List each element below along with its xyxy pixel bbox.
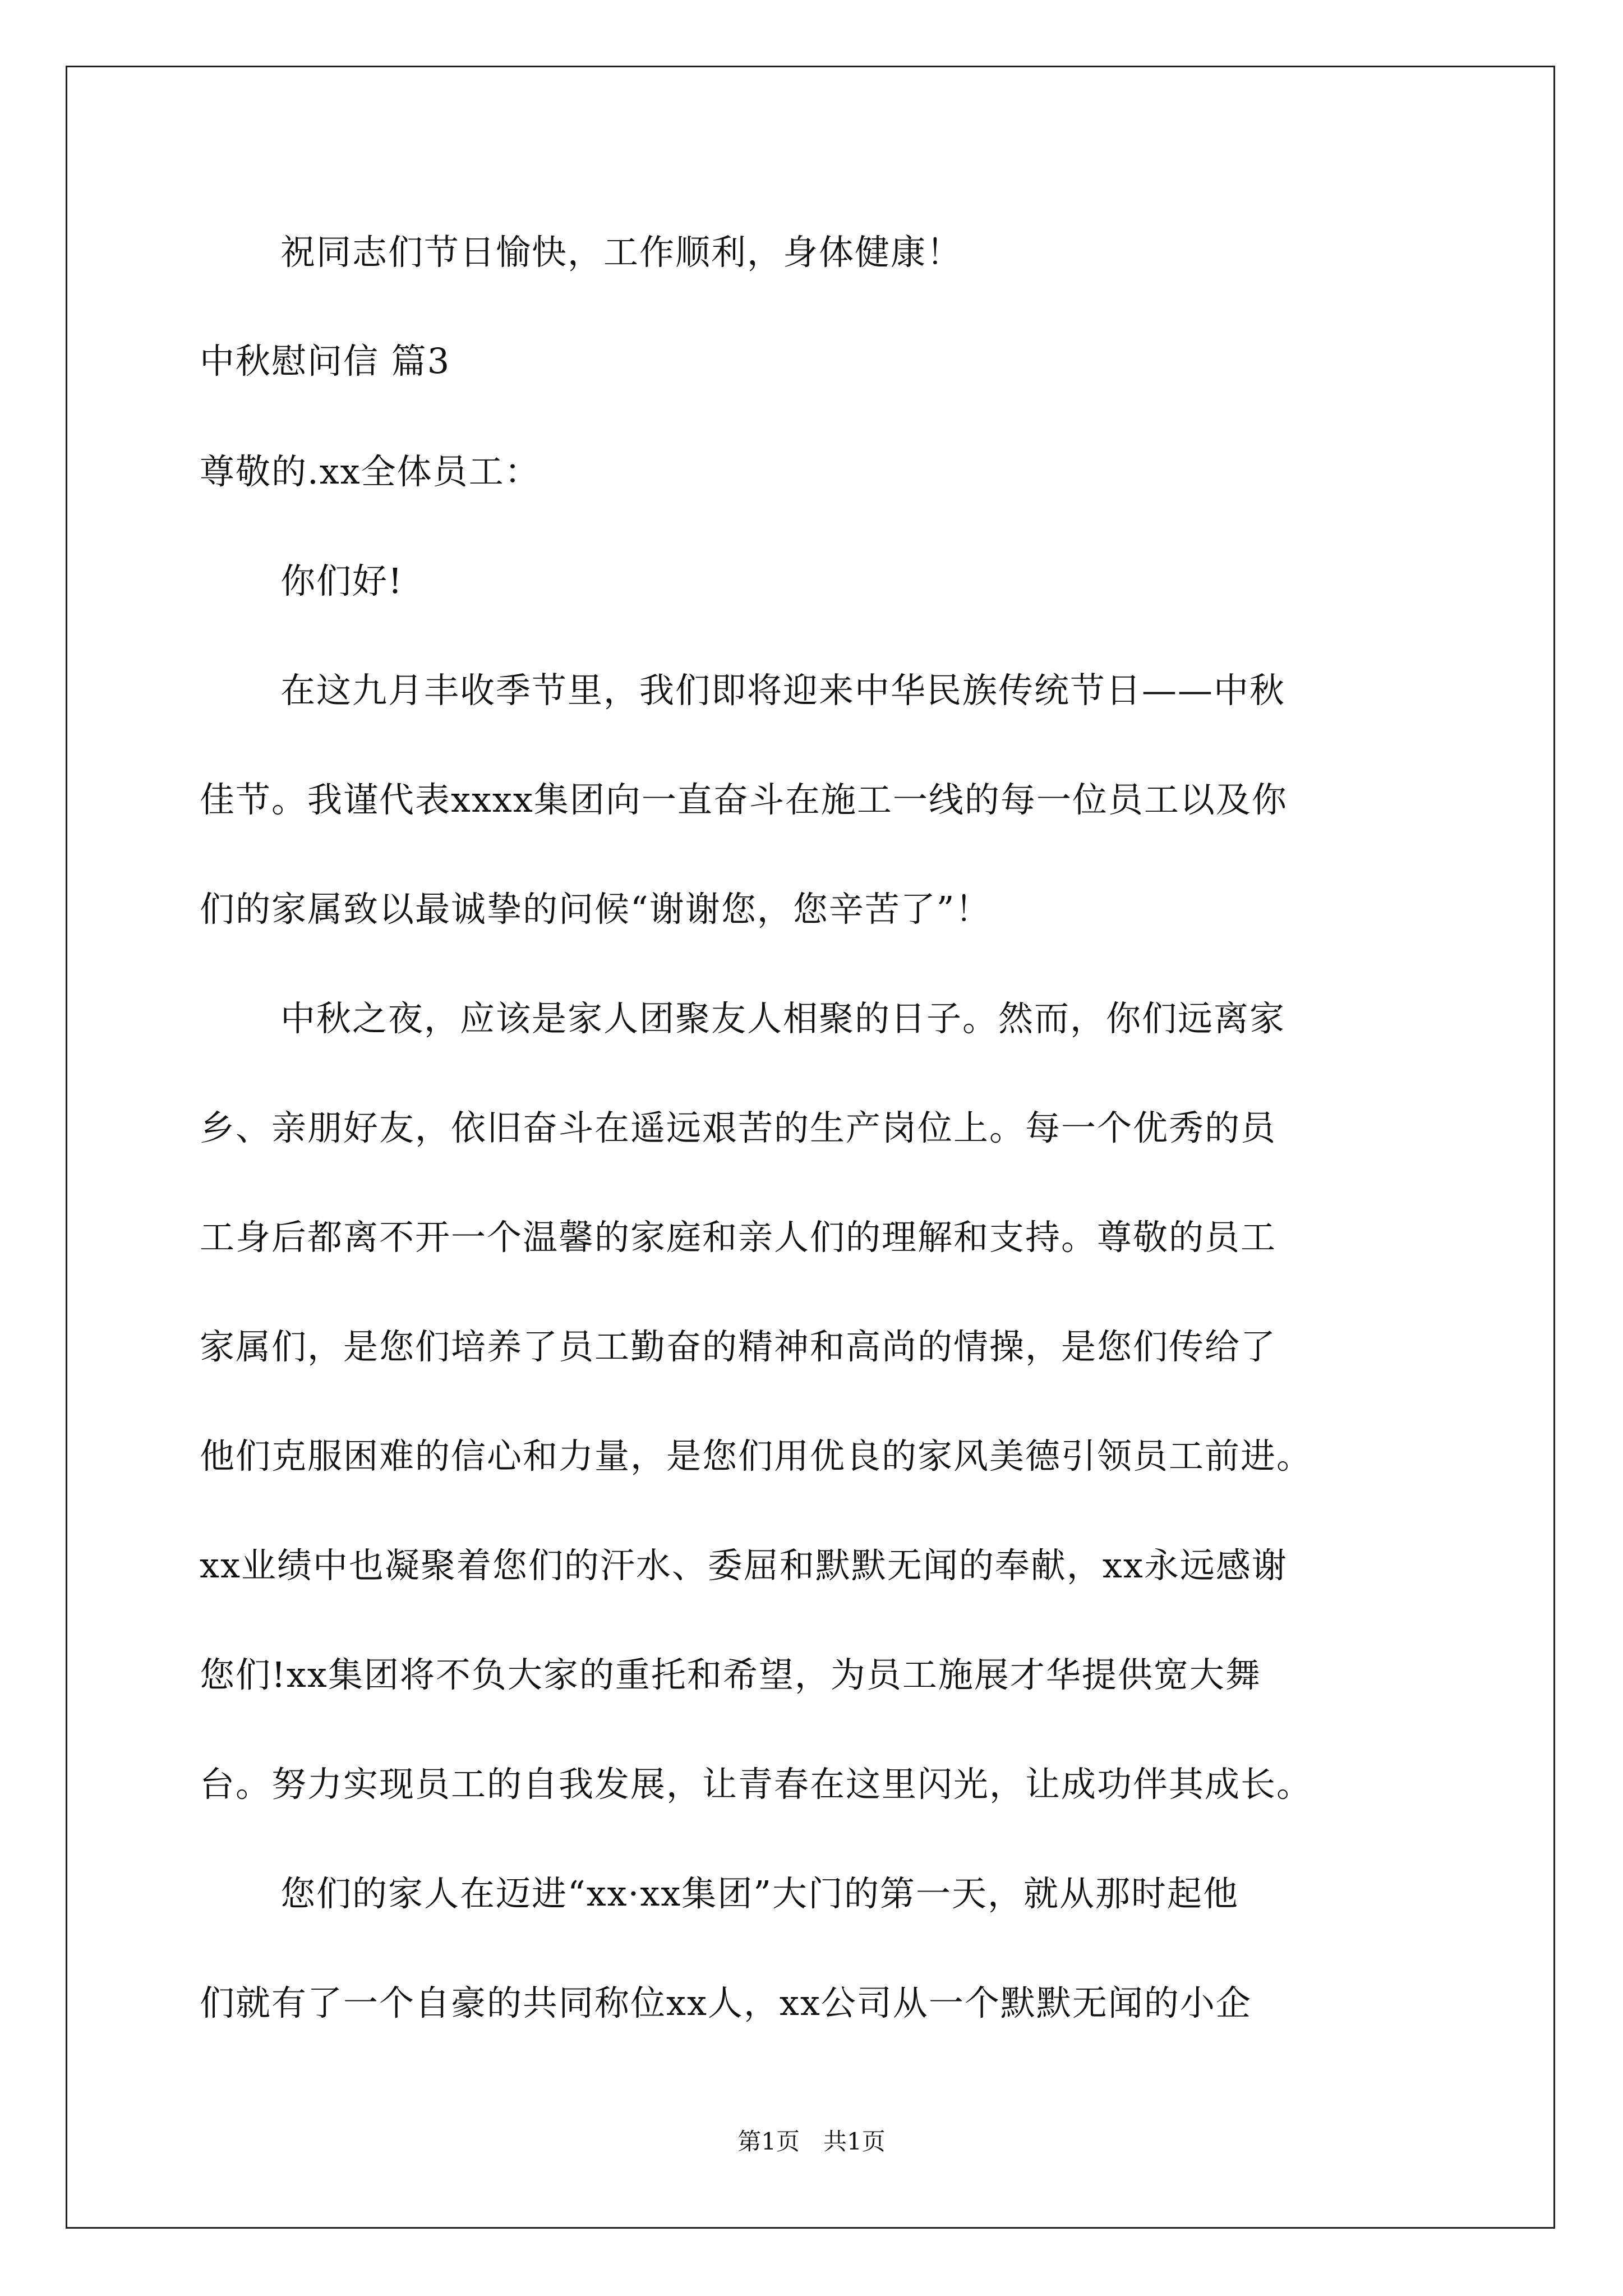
paragraph-line: 中秋之夜，应该是家人团聚友人相聚的日子。然而，你们远离家	[280, 998, 1286, 1039]
paragraph-line: xx业绩中也凝聚着您们的汗水、委屈和默默无闻的奉献，xx永远感谢	[200, 1545, 1288, 1586]
greeting: 你们好!	[280, 560, 403, 601]
paragraph-line: 您们的家人在迈进“xx·xx集团”大门的第一天，就从那时起他	[280, 1873, 1239, 1914]
paragraph-line: 他们克服困难的信心和力量，是您们用优良的家风美德引领员工前进。	[200, 1435, 1313, 1476]
paragraph-line: 佳节。我谨代表xxxx集团向一直奋斗在施工一线的每一位员工以及你	[200, 779, 1288, 820]
paragraph-line: 们的家属致以最诚挚的问候“谢谢您，您辛苦了”！	[200, 889, 992, 930]
closing-wish-line: 祝同志们节日愉快，工作顺利，身体健康！	[280, 232, 963, 273]
paragraph-line: 乡、亲朋好友，依旧奋斗在遥远艰苦的生产岗位上。每一个优秀的员	[200, 1107, 1277, 1148]
paragraph-line: 台。努力实现员工的自我发展，让青春在这里闪光，让成功伴其成长。	[200, 1764, 1313, 1805]
salutation: 尊敬的.xx全体员工：	[200, 451, 541, 492]
paragraph-line: 您们!xx集团将不负大家的重托和希望，为员工施展才华提供宽大舞	[200, 1654, 1261, 1695]
paragraph-line: 们就有了一个自豪的共同称位xx人，xx公司从一个默默无闻的小企	[200, 1982, 1252, 2023]
paragraph-line: 家属们，是您们培养了员工勤奋的精神和高尚的情操，是您们传给了	[200, 1326, 1277, 1367]
paragraph-line: 在这九月丰收季节里，我们即将迎来中华民族传统节日——中秋	[280, 670, 1286, 711]
page-number-footer: 第1页 共1页	[737, 2128, 886, 2155]
paragraph-line: 工身后都离不开一个温馨的家庭和亲人们的理解和支持。尊敬的员工	[200, 1217, 1277, 1258]
section-heading: 中秋慰问信 篇3	[200, 341, 451, 381]
